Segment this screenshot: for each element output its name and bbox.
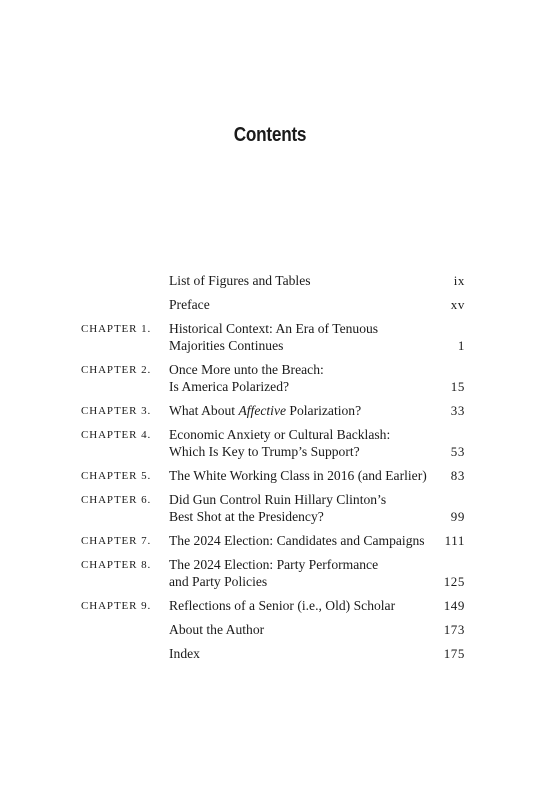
- entry-title: [169, 556, 429, 590]
- entry-title-line: Once More unto the Breach:: [169, 362, 324, 377]
- chapter-label: CHAPTER 3.: [81, 405, 152, 417]
- page-number: 53: [450, 444, 465, 459]
- entry-title-emphasis: Affective: [238, 403, 287, 418]
- entry-title-line: Is America Polarized?: [169, 379, 290, 394]
- entry-title: [169, 597, 429, 614]
- entry-title-line: Economic Anxiety or Cultural Backlash:: [169, 427, 391, 442]
- entry-title: [169, 272, 429, 289]
- page-number: 15: [450, 379, 465, 394]
- entry-title-line: and Party Policies: [169, 574, 268, 589]
- entry-title-line: Did Gun Control Ruin Hillary Clinton’s: [169, 492, 387, 507]
- chapter-label: CHAPTER 8.: [81, 559, 152, 571]
- page-number: 1: [457, 338, 465, 353]
- toc-entry: [0, 361, 540, 395]
- entry-title-segment: What About: [169, 403, 239, 418]
- entry-title-line: Which Is Key to Trump’s Support?: [169, 444, 360, 459]
- entry-title-line: Best Shot at the Presidency?: [169, 509, 324, 524]
- entry-title: [169, 532, 429, 549]
- entry-title-line: Majorities Continues: [169, 338, 284, 353]
- entry-title: [169, 491, 429, 525]
- toc-entry: [0, 491, 540, 525]
- entry-title-line: The 2024 Election: Candidates and Campaigns: [169, 533, 425, 548]
- toc-entry: [0, 621, 540, 638]
- toc-entry: [0, 645, 540, 662]
- entry-title-line: The White Working Class in 2016 (and Earlier): [169, 468, 427, 483]
- entry-title: [169, 645, 429, 662]
- toc-entry: [0, 296, 540, 313]
- entry-title-line: Index: [169, 646, 200, 661]
- toc-entry: [0, 320, 540, 354]
- entry-title-line: Preface: [169, 297, 210, 312]
- chapter-label: CHAPTER 7.: [81, 535, 152, 547]
- page-number: 99: [450, 509, 465, 524]
- toc-entry: [0, 556, 540, 590]
- page-number: 125: [443, 574, 465, 589]
- page-title: Contents: [233, 124, 307, 146]
- page-number: 173: [443, 622, 465, 637]
- entry-title: [169, 320, 429, 354]
- entry-title: [169, 361, 429, 395]
- entry-title-line: Reflections of a Senior (i.e., Old) Scholar: [169, 598, 396, 613]
- entry-title: [169, 402, 429, 419]
- chapter-label: CHAPTER 4.: [81, 429, 152, 441]
- page-number: xv: [450, 297, 465, 312]
- entry-title-segment: Polarization?: [286, 403, 362, 418]
- chapter-label: CHAPTER 2.: [81, 364, 152, 376]
- entry-title-line: Historical Context: An Era of Tenuous: [169, 321, 379, 336]
- toc-entry: [0, 597, 540, 614]
- chapter-label: CHAPTER 5.: [81, 470, 152, 482]
- chapter-label: CHAPTER 9.: [81, 600, 152, 612]
- table-of-contents: [0, 272, 540, 669]
- entry-title-line: About the Author: [169, 622, 265, 637]
- toc-entry: [0, 467, 540, 484]
- toc-entry: [0, 402, 540, 419]
- page-number: 111: [444, 533, 465, 548]
- entry-title-line: [169, 402, 429, 419]
- toc-entry: [0, 532, 540, 549]
- toc-entry: [0, 272, 540, 289]
- chapter-label: CHAPTER 1.: [81, 323, 152, 335]
- page-number: 149: [443, 598, 465, 613]
- entry-title-line: The 2024 Election: Party Performance: [169, 557, 379, 572]
- entry-title: [169, 296, 429, 313]
- page-number: 175: [443, 646, 465, 661]
- toc-entry: [0, 426, 540, 460]
- entry-title: [169, 467, 429, 484]
- page-number: 83: [450, 468, 465, 483]
- entry-title-line: List of Figures and Tables: [169, 273, 311, 288]
- page-number: 33: [450, 403, 465, 418]
- chapter-label: CHAPTER 6.: [81, 494, 152, 506]
- entry-title: [169, 621, 429, 638]
- entry-title: [169, 426, 429, 460]
- page-number: ix: [453, 273, 465, 288]
